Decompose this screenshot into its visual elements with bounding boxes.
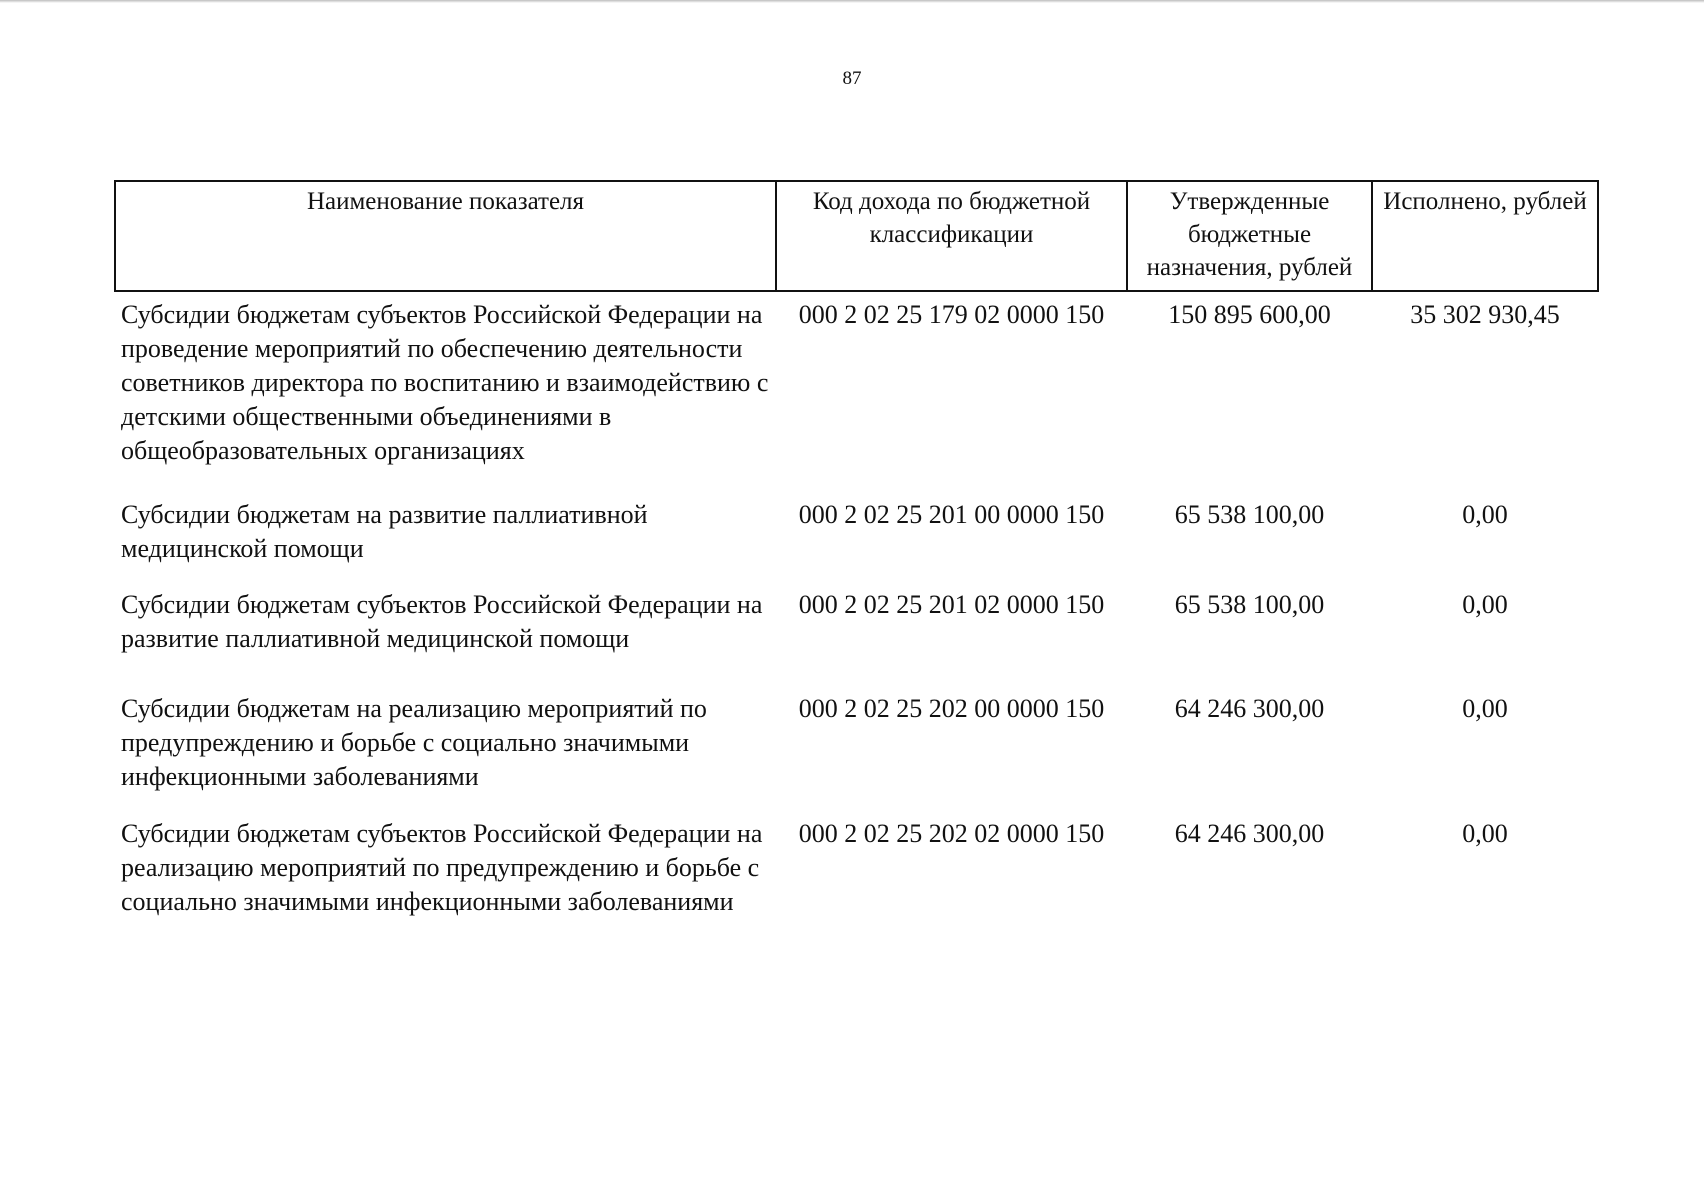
page-number: 87: [842, 68, 862, 89]
cell-name: Субсидии бюджетам субъектов Российской Федерации на развитие паллиативной медицинской помощи: [121, 590, 763, 653]
cell-executed: 35 302 930,45: [1410, 300, 1560, 329]
cell-approved: 150 895 600,00: [1168, 300, 1331, 329]
cell-code: 000 2 02 25 179 02 0000 150: [798, 300, 1105, 329]
table-row: [115, 817, 1598, 957]
cell-name: Субсидии бюджетам на развитие паллиативной медицинской помощи: [121, 500, 648, 563]
cell-code: 000 2 02 25 201 02 0000 150: [798, 590, 1105, 619]
header-name: Наименование показателя: [115, 181, 776, 291]
cell-executed: 0,00: [1462, 500, 1508, 529]
cell-code: 000 2 02 25 201 00 0000 150: [798, 500, 1105, 529]
cell-code: 000 2 02 25 202 02 0000 150: [798, 819, 1105, 848]
table-row: [115, 692, 1598, 817]
cell-approved: 65 538 100,00: [1174, 590, 1325, 619]
table-body: [115, 291, 1598, 957]
cell-code: 000 2 02 25 202 00 0000 150: [798, 694, 1105, 723]
cell-executed: 0,00: [1462, 590, 1508, 619]
cell-name: Субсидии бюджетам на реализацию мероприятий по предупреждению и борьбе с социально значимыми инфекционными заболеваниями: [121, 694, 707, 791]
cell-approved: 64 246 300,00: [1174, 819, 1325, 848]
cell-name: Субсидии бюджетам субъектов Российской Федерации на реализацию мероприятий по предупреждению и борьбе с социально значимыми инфекционными заболеваниями: [121, 819, 763, 916]
cell-executed: 0,00: [1462, 694, 1508, 723]
budget-income-table: [114, 180, 1599, 957]
header-executed: Исполнено, рублей: [1372, 181, 1598, 291]
table-row: [115, 291, 1598, 498]
header-code: Код дохода по бюджетной классификации: [776, 181, 1127, 291]
table-header: [115, 181, 1598, 291]
cell-name: Субсидии бюджетам субъектов Российской Федерации на проведение мероприятий по обеспечению деятельности советников директора по воспитанию и взаимодействию с детскими общественными объединениями в общеобразовательных организациях: [121, 300, 769, 465]
table-row: [115, 498, 1598, 588]
table-header-row: [115, 181, 1598, 291]
table-row: [115, 588, 1598, 692]
cell-approved: 64 246 300,00: [1174, 694, 1325, 723]
cell-executed: 0,00: [1462, 819, 1508, 848]
scan-edge-line: [0, 0, 1704, 3]
header-approved: Утвержденные бюджетные назначения, рублей: [1127, 181, 1372, 291]
cell-approved: 65 538 100,00: [1174, 500, 1325, 529]
